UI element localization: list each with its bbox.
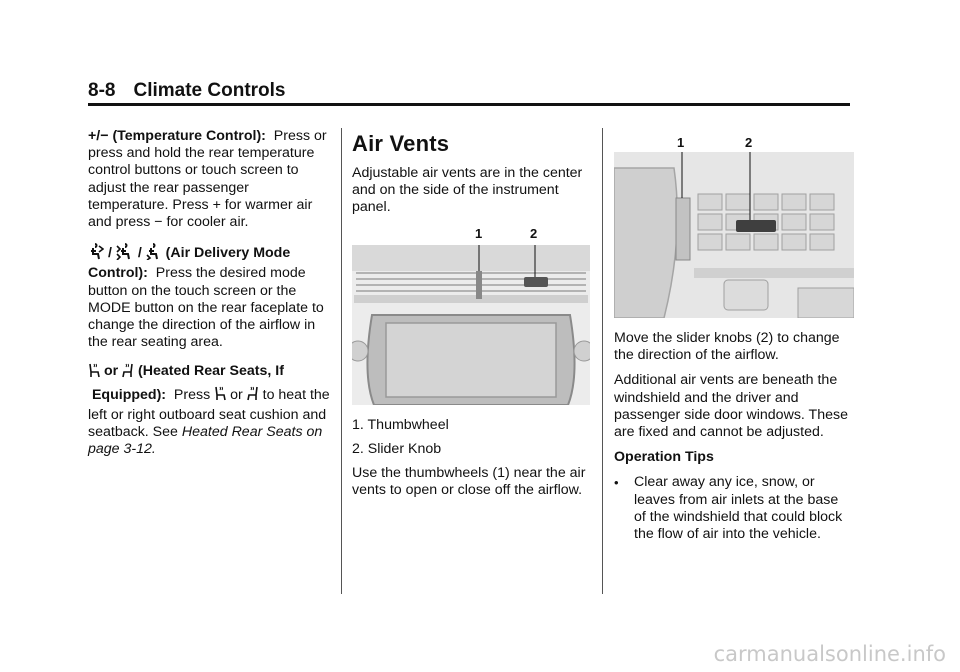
legend-item-slider-knob: 2. Slider Knob	[352, 440, 442, 457]
air-mode-separator-2: /	[137, 245, 142, 262]
watermark: carmanualsonline.info	[713, 642, 946, 666]
air-mode-separator-1: /	[107, 245, 112, 262]
operation-tips-heading: Operation Tips	[614, 449, 714, 466]
temperature-control-text: Press or press and hold the rear temperature control buttons or touch screen to adjust the rear passenger temperature. Press + for warmer air and press − for cooler air.	[88, 128, 327, 231]
figure-callout-1: 1	[475, 225, 483, 241]
heated-seat-left-icon-inline	[214, 386, 226, 406]
air-mode-upper-icon	[88, 243, 104, 265]
center-vent-drawing	[352, 225, 590, 405]
heated-seats-paragraph	[88, 363, 332, 458]
heated-seats-reference-link[interactable]: Heated Rear Seats on page 3-12.	[88, 423, 323, 457]
heated-seats-or: or	[103, 363, 119, 380]
air-delivery-label-a: (Air Delivery Mode	[165, 245, 291, 262]
header-text	[88, 80, 850, 102]
heated-seat-left-icon	[88, 363, 100, 383]
air-delivery-paragraph	[88, 243, 332, 351]
operation-tip-item	[614, 474, 854, 543]
air-vents-intro: Adjustable air vents are in the center and on the side of the instrument panel.	[352, 165, 583, 216]
additional-vents-paragraph: Additional air vents are beneath the windshield and the driver and passenger side door windows. These are fixed and cannot be adjusted.	[614, 372, 848, 441]
bullet-point: •	[614, 475, 619, 491]
side-vent-illustration	[614, 128, 854, 318]
air-delivery-label-b: Control):	[88, 265, 148, 282]
heated-seat-right-icon	[122, 363, 134, 383]
center-vent-illustration	[352, 225, 590, 405]
heated-seats-label-b: Equipped):	[91, 386, 167, 403]
slider-knob-paragraph: Move the slider knobs (2) to change the direction of the airflow.	[614, 330, 840, 364]
column-3	[614, 128, 854, 543]
figure-callout-2: 2	[530, 225, 538, 241]
air-mode-bilevel-icon	[116, 243, 134, 265]
air-mode-floor-icon	[146, 243, 162, 265]
column-divider-1	[341, 128, 342, 594]
air-delivery-text: Press the desired mode button on the touch screen or the MODE button on the rear faceplate to change the direction of the airflow in the rear seating area.	[88, 265, 324, 351]
column-1	[88, 128, 332, 466]
temperature-control-paragraph	[88, 128, 332, 231]
page-number: 8-8	[88, 80, 116, 101]
column-divider-2	[602, 128, 603, 594]
operation-tip-text: Clear away any ice, snow, or leaves from air inlets at the base of the windshield that could block the flow of air into the vehicle.	[634, 474, 843, 543]
figure-callout-2: 2	[745, 135, 753, 150]
side-vent-drawing	[614, 128, 854, 318]
heated-seats-text: the left or right outboard seat cushion and seatback. See	[88, 386, 330, 440]
column-2	[352, 128, 590, 507]
section-title: Climate Controls	[133, 80, 286, 101]
heated-seats-label-a: (Heated Rear Seats, If	[138, 363, 284, 380]
page-header	[88, 80, 850, 106]
heated-seats-or-2: or	[230, 386, 243, 403]
heated-seats-press: Press	[173, 386, 211, 403]
temperature-control-label: +/− (Temperature Control):	[88, 128, 266, 144]
thumbwheel-paragraph: Use the thumbwheels (1) near the air vents to open or close off the airflow.	[352, 465, 586, 499]
heated-seats-to-heat: to heat	[262, 386, 307, 403]
figure-callout-1: 1	[677, 135, 685, 150]
air-vents-heading: Air Vents	[352, 131, 450, 156]
heated-seat-right-icon-inline	[247, 386, 259, 406]
legend-item-thumbwheel: 1. Thumbwheel	[352, 416, 449, 433]
